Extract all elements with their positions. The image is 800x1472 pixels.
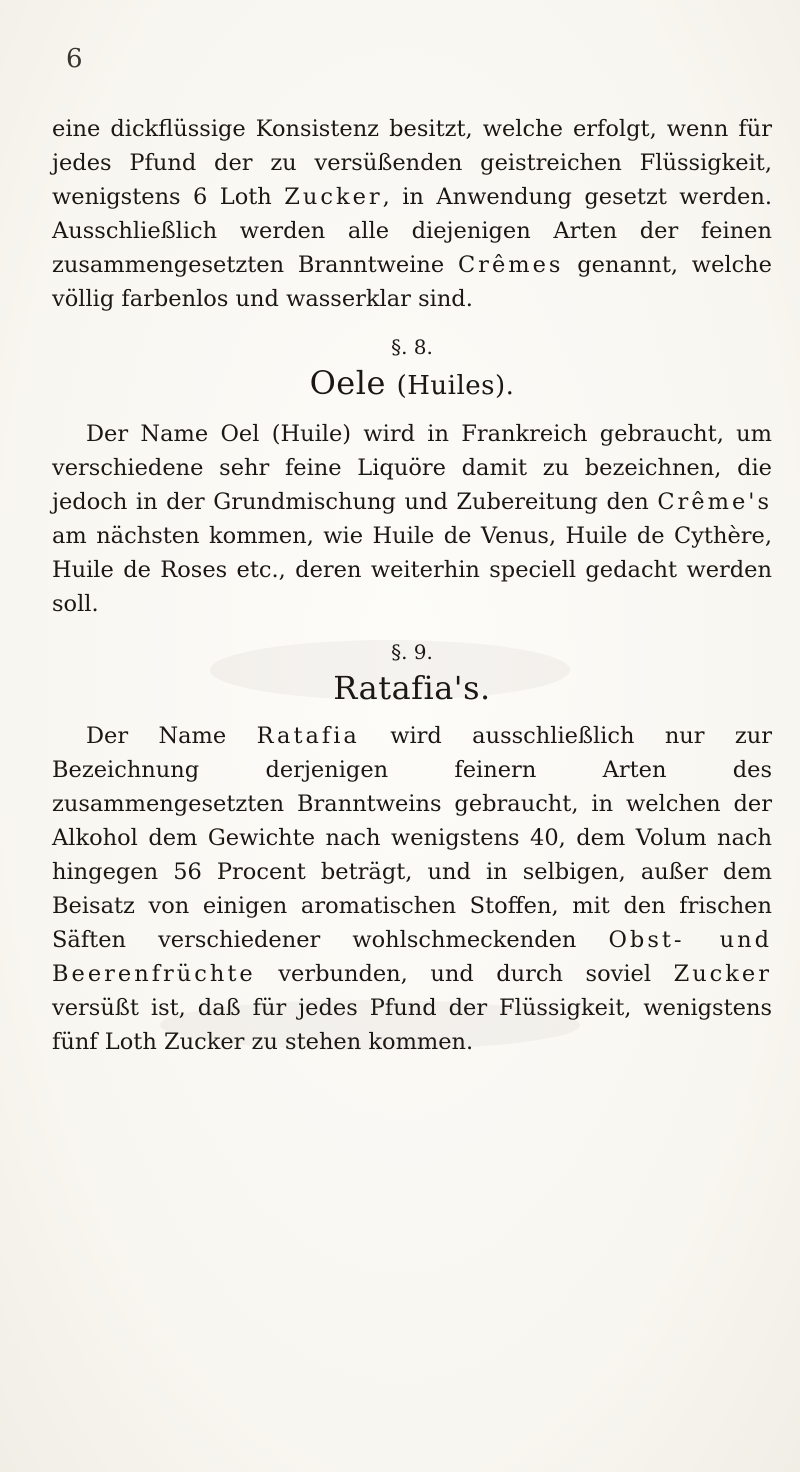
spaced-term: Crêmes <box>457 252 564 278</box>
spaced-term: Crême's <box>657 489 772 515</box>
text-span: versüßt ist, daß für jedes Pfund der Flüssigkeit, wenigstens fünf Loth Zucker zu stehen kommen. <box>52 995 772 1055</box>
section-8-number: §. 8. <box>391 335 433 359</box>
page-text <box>52 112 772 1059</box>
text-span: verbunden, und durch soviel <box>255 961 674 987</box>
spaced-term: Obst- und Beerenfrüchte <box>52 927 772 987</box>
text-span: wird ausschließlich nur zur Bezeichnung derjenigen feinern Arten des zusammengesetzten Branntweins gebraucht, in welchen der Alkohol dem Gewichte nach wenigstens 40, dem Volum nach hingegen 56 Procent beträgt, und in selbigen, außer dem Beisatz von einigen aromatischen Stoffen, mit den frischen Säften verschiedener wohlschmeckenden <box>52 723 773 953</box>
text-span: Der Name <box>86 723 257 749</box>
spaced-term: Zucker <box>284 184 383 210</box>
text-span: am nächsten kommen, wie Huile de Venus, Huile de Cythère, Huile de Roses etc., deren weiterhin speciell gedacht werden soll. <box>52 523 772 617</box>
text-span: Der Name Oel (Huile) wird in Frankreich gebraucht, um verschiedene sehr feine Liquöre damit zu bezeichnen, die jedoch in der Grundmischung und Zubereitung den <box>52 421 772 515</box>
text-span: genannt, welche völlig farbenlos und wasserklar sind. <box>52 252 772 312</box>
section-9-number: §. 9. <box>391 640 433 664</box>
intro-paragraph <box>52 112 772 316</box>
section-8-paragraph <box>52 417 772 621</box>
page-number: 6 <box>66 44 83 74</box>
spaced-term: Zucker <box>673 961 772 987</box>
text-span: , in Anwendung gesetzt werden. Ausschließlich werden alle diejenigen Arten der feinen zusammengesetzten Branntweine <box>52 184 772 278</box>
section-9-heading <box>52 671 772 705</box>
spaced-term: Ratafia <box>256 723 360 749</box>
section-9-title: Ratafia's. <box>333 669 491 707</box>
section-8-title-latin: (Huiles). <box>396 371 515 401</box>
section-9-paragraph <box>52 719 772 1059</box>
section-8-heading <box>52 366 772 403</box>
text-span: eine dickflüssige Konsistenz besitzt, welche erfolgt, wenn für jedes Pfund der zu versüßenden geistreichen Flüssigkeit, wenigstens 6 Loth <box>52 116 772 210</box>
section-8-title: Oele <box>309 364 386 402</box>
